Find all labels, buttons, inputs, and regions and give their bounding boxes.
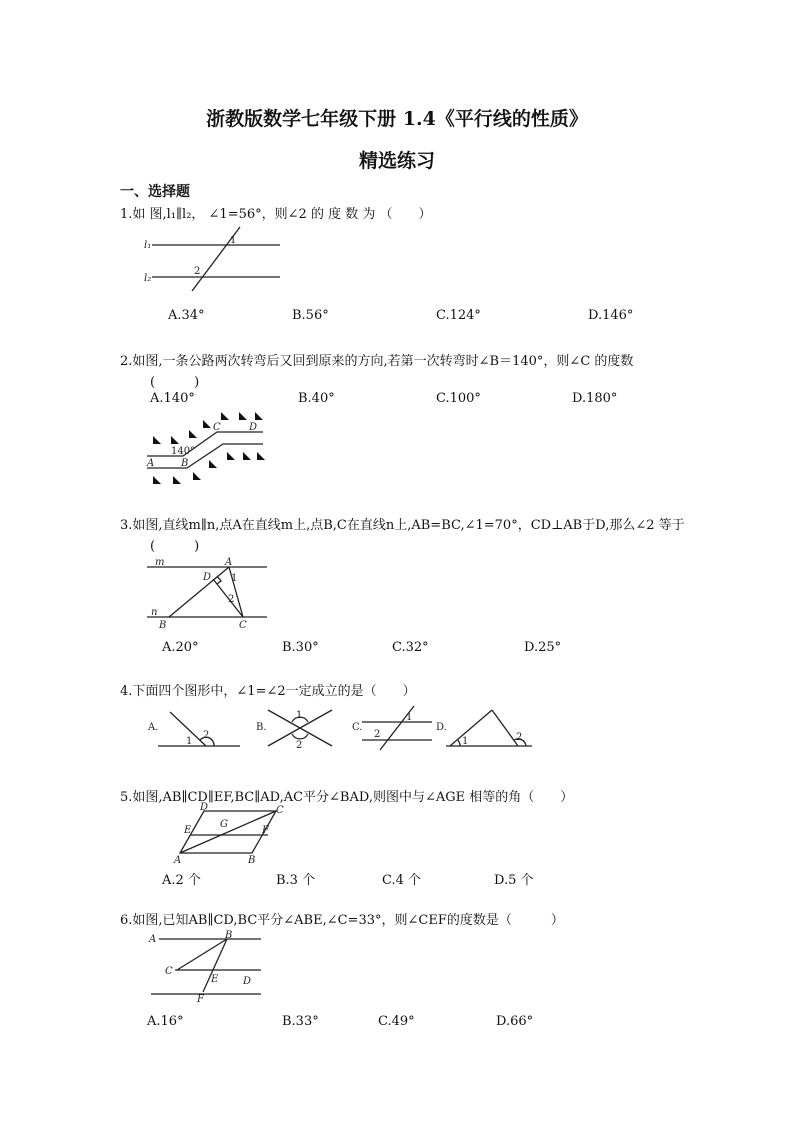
question-2-stem-paren: ( ) — [150, 375, 200, 390]
label-c: C — [165, 966, 173, 977]
section-heading: 一、选择题 — [120, 184, 190, 200]
label-d: D — [249, 422, 258, 433]
question-2-figure — [145, 408, 270, 490]
q2-option-a: A.140° — [150, 391, 195, 406]
document-subtitle: 精选练习 — [358, 150, 435, 172]
svg-text:2: 2 — [203, 730, 210, 741]
svg-text:1: 1 — [186, 736, 193, 747]
q4-figure-d — [436, 710, 532, 747]
q5-option-b: B.3 个 — [276, 873, 316, 888]
q4-label-a: A. — [148, 722, 159, 733]
question-3-stem: 3.如图,直线m∥n,点A在直线m上,点B,C在直线n上,AB=BC,∠1=70°，CD⊥AB于D,那么∠2 等于 — [120, 518, 685, 533]
label-angle-2: 2 — [194, 266, 201, 277]
label-l2: l₂ — [144, 273, 152, 284]
label-a: A — [147, 458, 155, 469]
label-angle-1: 1 — [231, 573, 238, 584]
question-3-figure — [145, 555, 270, 631]
segment-ab — [169, 567, 229, 617]
svg-text:1: 1 — [406, 712, 413, 723]
label-f: F — [262, 825, 269, 836]
label-angle-140: 140° — [171, 446, 196, 457]
label-e: E — [211, 974, 219, 985]
q2-option-d: D.180° — [572, 391, 618, 406]
question-1-figure — [140, 225, 290, 295]
q1-option-c: C.124° — [436, 308, 481, 323]
q4-figure-a — [147, 712, 240, 747]
question-5-stem: 5.如图,AB∥CD∥EF,BC∥AD,AC平分∠BAD,则图中与∠AGE 相等的角（ ） — [120, 790, 574, 805]
label-d: D — [203, 572, 212, 583]
question-4-figures — [148, 702, 538, 752]
question-2-stem: 2.如图,一条公路两次转弯后又回到原来的方向,若第一次转弯时∠B＝140°，则∠C 的度数 — [120, 354, 634, 369]
q4-figure-b — [256, 710, 332, 751]
q2-option-b: B.40° — [298, 391, 335, 406]
q6-option-d: D.66° — [496, 1014, 534, 1029]
question-1-stem: 1.如 图,l₁∥l₂， ∠1=56°，则∠2 的 度 数 为 （ ） — [120, 207, 432, 222]
label-f: F — [197, 994, 204, 1005]
label-a: A — [174, 855, 182, 866]
label-angle-1: 1 — [230, 235, 237, 246]
document-title: 浙教版数学七年级下册 1.4《平行线的性质》 — [206, 108, 588, 130]
svg-text:1: 1 — [296, 710, 303, 721]
q5-option-d: D.5 个 — [494, 873, 534, 888]
label-c: C — [276, 805, 284, 816]
label-c: C — [213, 422, 221, 433]
q4-label-c: C. — [352, 722, 363, 733]
q6-option-a: A.16° — [147, 1014, 184, 1029]
svg-text:1: 1 — [462, 736, 469, 747]
label-b: B — [181, 458, 189, 469]
q4-figure-c — [352, 706, 432, 750]
question-4-stem: 4.下面四个图形中，∠1=∠2一定成立的是（ ） — [120, 684, 416, 699]
q6-option-c: C.49° — [378, 1014, 415, 1029]
q1-option-b: B.56° — [292, 308, 329, 323]
question-3-stem-paren: ( ) — [150, 539, 200, 554]
label-l1: l₁ — [144, 240, 152, 251]
q3-option-a: A.20° — [162, 640, 199, 655]
question-6-stem: 6.如图,已知AB∥CD,BC平分∠ABE,∠C=33°，则∠CEF的度数是（ ） — [120, 913, 564, 928]
right-angle-mark — [217, 576, 221, 584]
label-c: C — [239, 620, 247, 631]
label-a: A — [225, 557, 233, 568]
svg-text:2: 2 — [296, 740, 303, 751]
q1-option-a: A.34° — [168, 308, 205, 323]
label-angle-2: 2 — [228, 594, 235, 605]
label-e: E — [184, 825, 192, 836]
label-b: B — [248, 855, 256, 866]
q6-option-b: B.33° — [282, 1014, 319, 1029]
q3-option-c: C.32° — [392, 640, 429, 655]
q4-label-b: B. — [256, 722, 267, 733]
label-a: A — [149, 934, 157, 945]
q1-option-d: D.146° — [588, 308, 634, 323]
q3-option-d: D.25° — [524, 640, 562, 655]
q2-option-c: C.100° — [436, 391, 481, 406]
label-b: B — [225, 930, 233, 941]
q5-option-a: A.2 个 — [162, 873, 201, 888]
q3-option-b: B.30° — [282, 640, 319, 655]
svg-text:2: 2 — [516, 732, 523, 743]
label-b: B — [159, 620, 167, 631]
question-5-figure — [172, 803, 287, 865]
question-6-figure — [145, 928, 265, 1004]
label-m: m — [155, 557, 165, 568]
label-n: n — [151, 607, 158, 618]
label-d: D — [200, 802, 209, 813]
q5-option-c: C.4 个 — [382, 873, 422, 888]
label-d: D — [243, 976, 252, 987]
svg-text:2: 2 — [374, 729, 381, 740]
q4-label-d: D. — [436, 722, 447, 733]
label-g: G — [220, 819, 228, 830]
